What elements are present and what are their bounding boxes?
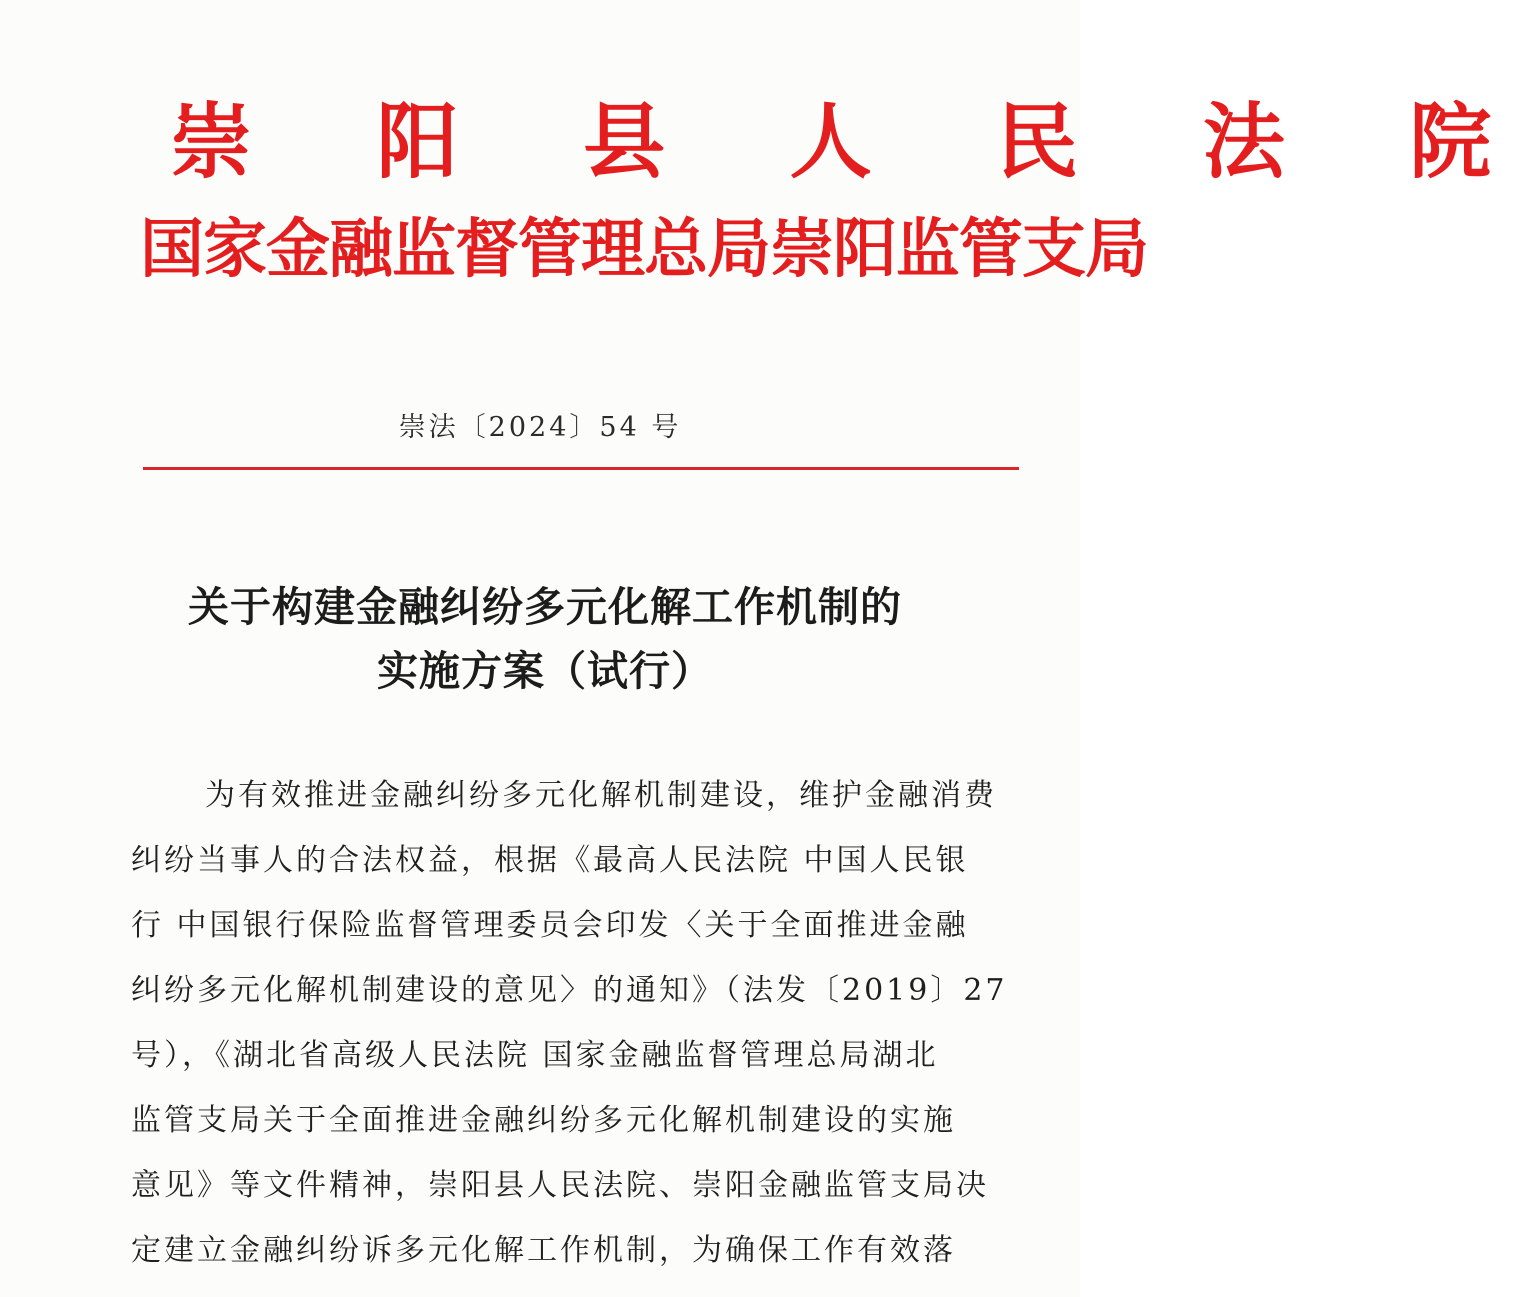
body-line: 纠纷多元化解机制建设的意见〉的通知》（法发〔2019〕27 (131, 973, 1008, 1008)
body-line: 意见》等文件精神，崇阳县人民法院、崇阳金融监管支局决 (131, 1168, 989, 1203)
body-line: 纠纷当事人的合法权益，根据《最高人民法院 中国人民银 (131, 843, 969, 878)
issuing-org-regulator: 国家金融监督管理总局崇阳监管支局 (140, 213, 1148, 287)
body-line: 行 中国银行保险监督管理委员会印发〈关于全面推进金融 (131, 908, 969, 943)
document-title-line2: 实施方案（试行） (377, 647, 713, 695)
body-line: 为有效推进金融纠纷多元化解机制建设，维护金融消费 (205, 778, 997, 813)
document-number: 崇法〔2024〕54 号 (398, 412, 682, 443)
red-divider (143, 467, 1019, 470)
document-title-line1: 关于构建金融纠纷多元化解工作机制的 (188, 583, 902, 631)
body-line: 监管支局关于全面推进金融纠纷多元化解机制建设的实施 (131, 1103, 956, 1138)
body-line: 号），《湖北省高级人民法院 国家金融监督管理总局湖北 (131, 1038, 939, 1073)
body-line: 定建立金融纠纷诉多元化解工作机制，为确保工作有效落 (131, 1233, 956, 1268)
issuing-org-court: 崇 阳 县 人 民 法 院 (170, 95, 1539, 190)
